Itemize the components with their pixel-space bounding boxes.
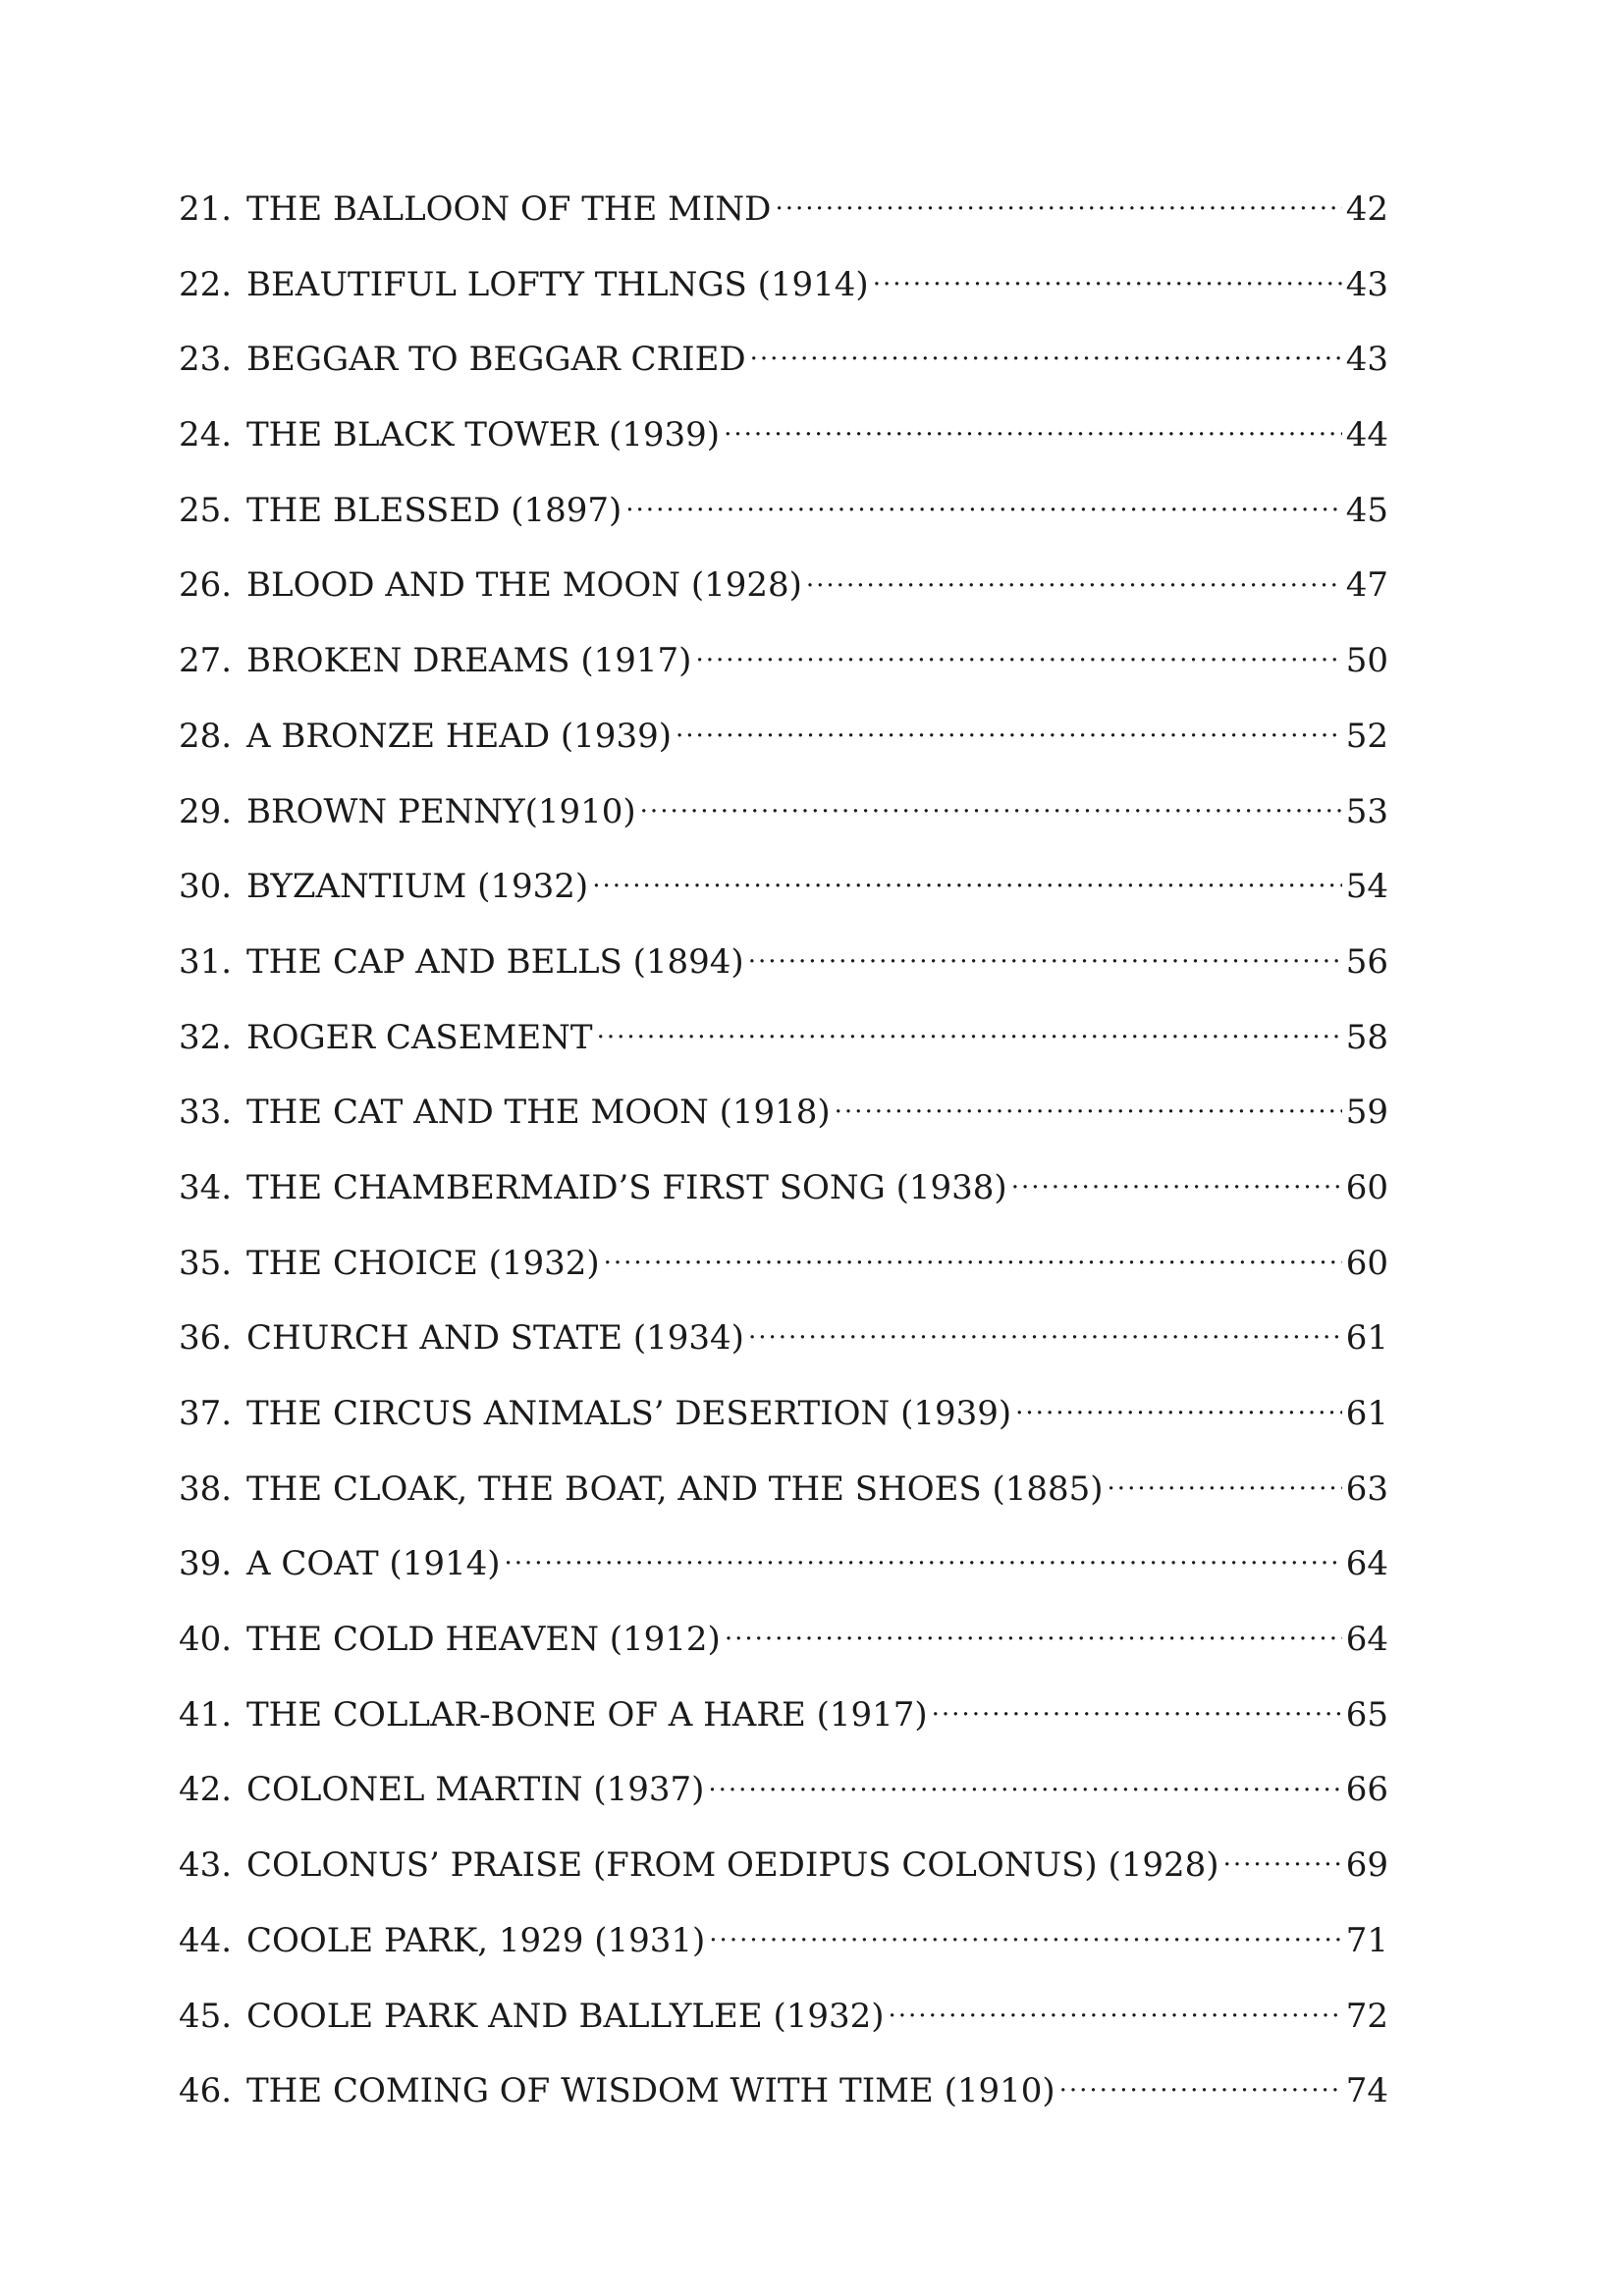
toc-entry-title: CHURCH AND STATE (1934) bbox=[246, 1318, 744, 1359]
toc-entry-number: 30. bbox=[179, 867, 233, 907]
toc-entry[interactable] bbox=[179, 1617, 1388, 1692]
toc-entry-page-number: 44 bbox=[1345, 415, 1388, 455]
toc-dot-leader bbox=[748, 1315, 1342, 1349]
toc-dot-leader bbox=[597, 1015, 1342, 1048]
table-of-contents bbox=[179, 187, 1388, 2144]
toc-entry-page-number: 65 bbox=[1345, 1694, 1388, 1735]
toc-entry[interactable] bbox=[179, 412, 1388, 488]
toc-entry-title: THE BLACK TOWER (1939) bbox=[246, 415, 721, 455]
toc-entry-number: 32. bbox=[179, 1017, 233, 1057]
toc-dot-leader bbox=[1059, 2068, 1342, 2102]
toc-entry-title: A BRONZE HEAD (1939) bbox=[246, 716, 672, 756]
toc-entry-title: THE BLESSED (1897) bbox=[246, 490, 622, 530]
toc-dot-leader bbox=[709, 1918, 1341, 1951]
toc-entry-number: 38. bbox=[179, 1468, 233, 1509]
toc-entry-number: 34. bbox=[179, 1167, 233, 1207]
toc-entry-page-number: 60 bbox=[1345, 1243, 1388, 1283]
toc-entry-title: BEGGAR TO BEGGAR CRIED bbox=[246, 340, 746, 380]
toc-entry[interactable] bbox=[179, 1692, 1388, 1768]
toc-entry-title: THE CHAMBERMAID’S FIRST SONG (1938) bbox=[246, 1167, 1007, 1207]
toc-entry-number: 42. bbox=[179, 1770, 233, 1810]
toc-entry[interactable] bbox=[179, 638, 1388, 714]
toc-dot-leader bbox=[505, 1541, 1342, 1575]
toc-dot-leader bbox=[695, 638, 1341, 671]
toc-entry[interactable] bbox=[179, 1918, 1388, 1994]
toc-entry-page-number: 63 bbox=[1345, 1468, 1388, 1509]
toc-entry-page-number: 59 bbox=[1345, 1093, 1388, 1133]
toc-entry[interactable] bbox=[179, 1015, 1388, 1091]
toc-entry[interactable] bbox=[179, 1767, 1388, 1842]
toc-entry-title: THE COLLAR-BONE OF A HARE (1917) bbox=[246, 1694, 928, 1735]
toc-entry-page-number: 54 bbox=[1345, 867, 1388, 907]
toc-entry-title: THE COLD HEAVEN (1912) bbox=[246, 1620, 721, 1660]
toc-dot-leader bbox=[806, 562, 1342, 596]
toc-entry-number: 39. bbox=[179, 1544, 233, 1584]
toc-dot-leader bbox=[725, 1617, 1342, 1650]
toc-dot-leader bbox=[625, 488, 1341, 521]
toc-entry[interactable] bbox=[179, 337, 1388, 412]
toc-entry[interactable] bbox=[179, 1315, 1388, 1391]
toc-entry-number: 33. bbox=[179, 1093, 233, 1133]
toc-entry-title: BYZANTIUM (1932) bbox=[246, 867, 589, 907]
toc-entry-number: 44. bbox=[179, 1920, 233, 1960]
toc-entry[interactable] bbox=[179, 2068, 1388, 2144]
toc-entry-number: 23. bbox=[179, 340, 233, 380]
toc-entry-title: THE CIRCUS ANIMALS’ DESERTION (1939) bbox=[246, 1394, 1012, 1433]
toc-entry[interactable] bbox=[179, 1467, 1388, 1542]
toc-dot-leader bbox=[1015, 1391, 1342, 1424]
toc-entry-page-number: 74 bbox=[1345, 2071, 1388, 2111]
toc-entry[interactable] bbox=[179, 1090, 1388, 1165]
toc-entry-number: 27. bbox=[179, 641, 233, 681]
toc-entry-title: THE CLOAK, THE BOAT, AND THE SHOES (1885) bbox=[246, 1468, 1104, 1509]
toc-dot-leader bbox=[748, 939, 1342, 973]
toc-dot-leader bbox=[835, 1090, 1342, 1123]
toc-entry-page-number: 43 bbox=[1345, 264, 1388, 304]
toc-dot-leader bbox=[932, 1692, 1342, 1726]
toc-dot-leader bbox=[1223, 1842, 1342, 1876]
toc-entry-title: BEAUTIFUL LOFTY THLNGS (1914) bbox=[246, 264, 869, 304]
toc-entry[interactable] bbox=[179, 1241, 1388, 1316]
toc-dot-leader bbox=[724, 412, 1342, 446]
toc-dot-leader bbox=[592, 864, 1342, 897]
toc-dot-leader bbox=[775, 187, 1341, 220]
toc-entry-number: 28. bbox=[179, 716, 233, 756]
toc-entry-page-number: 47 bbox=[1345, 565, 1388, 606]
toc-entry-number: 41. bbox=[179, 1694, 233, 1735]
toc-entry-title: BROKEN DREAMS (1917) bbox=[246, 641, 692, 681]
toc-entry-title: THE BALLOON OF THE MIND bbox=[246, 189, 772, 229]
toc-entry-title: THE COMING OF WISDOM WITH TIME (1910) bbox=[246, 2071, 1055, 2111]
toc-entry-page-number: 58 bbox=[1345, 1017, 1388, 1057]
toc-entry-page-number: 71 bbox=[1345, 1920, 1388, 1960]
toc-entry-number: 45. bbox=[179, 1996, 233, 2036]
toc-dot-leader bbox=[604, 1241, 1342, 1274]
toc-entry[interactable] bbox=[179, 714, 1388, 789]
toc-entry[interactable] bbox=[179, 1541, 1388, 1617]
toc-entry[interactable] bbox=[179, 1842, 1388, 1918]
toc-entry-page-number: 45 bbox=[1345, 490, 1388, 530]
toc-entry-number: 24. bbox=[179, 415, 233, 455]
toc-entry-title: A COAT (1914) bbox=[246, 1544, 501, 1584]
toc-entry-number: 43. bbox=[179, 1845, 233, 1886]
toc-entry[interactable] bbox=[179, 562, 1388, 638]
toc-entry-page-number: 66 bbox=[1345, 1770, 1388, 1810]
toc-entry-number: 22. bbox=[179, 264, 233, 304]
toc-entry-page-number: 69 bbox=[1345, 1845, 1388, 1886]
toc-dot-leader bbox=[640, 789, 1342, 823]
toc-entry-number: 36. bbox=[179, 1318, 233, 1359]
toc-entry-title: ROGER CASEMENT bbox=[246, 1017, 593, 1057]
toc-entry[interactable] bbox=[179, 864, 1388, 939]
toc-entry-page-number: 61 bbox=[1345, 1394, 1388, 1433]
toc-entry-page-number: 72 bbox=[1345, 1996, 1388, 2036]
toc-entry-page-number: 56 bbox=[1345, 941, 1388, 982]
toc-entry[interactable] bbox=[179, 262, 1388, 338]
toc-dot-leader bbox=[676, 714, 1342, 747]
toc-entry-title: THE CAP AND BELLS (1894) bbox=[246, 941, 744, 982]
toc-entry[interactable] bbox=[179, 187, 1388, 262]
toc-entry-number: 46. bbox=[179, 2071, 233, 2111]
toc-entry-title: COLONEL MARTIN (1937) bbox=[246, 1770, 705, 1810]
toc-entry-number: 40. bbox=[179, 1620, 233, 1660]
toc-entry-title: BLOOD AND THE MOON (1928) bbox=[246, 565, 802, 606]
toc-entry-page-number: 43 bbox=[1345, 340, 1388, 380]
toc-entry-page-number: 52 bbox=[1345, 716, 1388, 756]
toc-entry-number: 26. bbox=[179, 565, 233, 606]
toc-entry-title: BROWN PENNY(1910) bbox=[246, 791, 636, 831]
toc-entry-page-number: 64 bbox=[1345, 1620, 1388, 1660]
toc-entry-title: COOLE PARK AND BALLYLEE (1932) bbox=[246, 1996, 885, 2036]
toc-entry[interactable] bbox=[179, 1165, 1388, 1241]
toc-entry-page-number: 42 bbox=[1345, 189, 1388, 229]
toc-entry[interactable] bbox=[179, 789, 1388, 865]
toc-entry[interactable] bbox=[179, 1994, 1388, 2069]
toc-entry-title: COOLE PARK, 1929 (1931) bbox=[246, 1920, 706, 1960]
toc-entry-number: 31. bbox=[179, 941, 233, 982]
toc-entry-title: COLONUS’ PRAISE (FROM OEDIPUS COLONUS) (1928) bbox=[246, 1845, 1219, 1886]
toc-dot-leader bbox=[889, 1994, 1342, 2027]
toc-dot-leader bbox=[750, 337, 1342, 370]
toc-entry-page-number: 64 bbox=[1345, 1544, 1388, 1584]
toc-entry-number: 21. bbox=[179, 189, 233, 229]
toc-entry-title: THE CHOICE (1932) bbox=[246, 1243, 600, 1283]
toc-entry[interactable] bbox=[179, 939, 1388, 1015]
toc-entry-page-number: 61 bbox=[1345, 1318, 1388, 1359]
toc-entry-page-number: 50 bbox=[1345, 641, 1388, 681]
toc-entry-number: 29. bbox=[179, 791, 233, 831]
toc-entry-number: 37. bbox=[179, 1394, 233, 1433]
toc-dot-leader bbox=[1011, 1165, 1342, 1199]
toc-entry-page-number: 53 bbox=[1345, 791, 1388, 831]
toc-entry-number: 25. bbox=[179, 490, 233, 530]
toc-dot-leader bbox=[708, 1767, 1341, 1800]
toc-entry-title: THE CAT AND THE MOON (1918) bbox=[246, 1093, 831, 1133]
toc-entry-number: 35. bbox=[179, 1243, 233, 1283]
toc-dot-leader bbox=[1108, 1467, 1342, 1500]
toc-entry[interactable] bbox=[179, 488, 1388, 563]
toc-entry[interactable] bbox=[179, 1391, 1388, 1467]
toc-dot-leader bbox=[873, 262, 1342, 295]
toc-entry-page-number: 60 bbox=[1345, 1167, 1388, 1207]
